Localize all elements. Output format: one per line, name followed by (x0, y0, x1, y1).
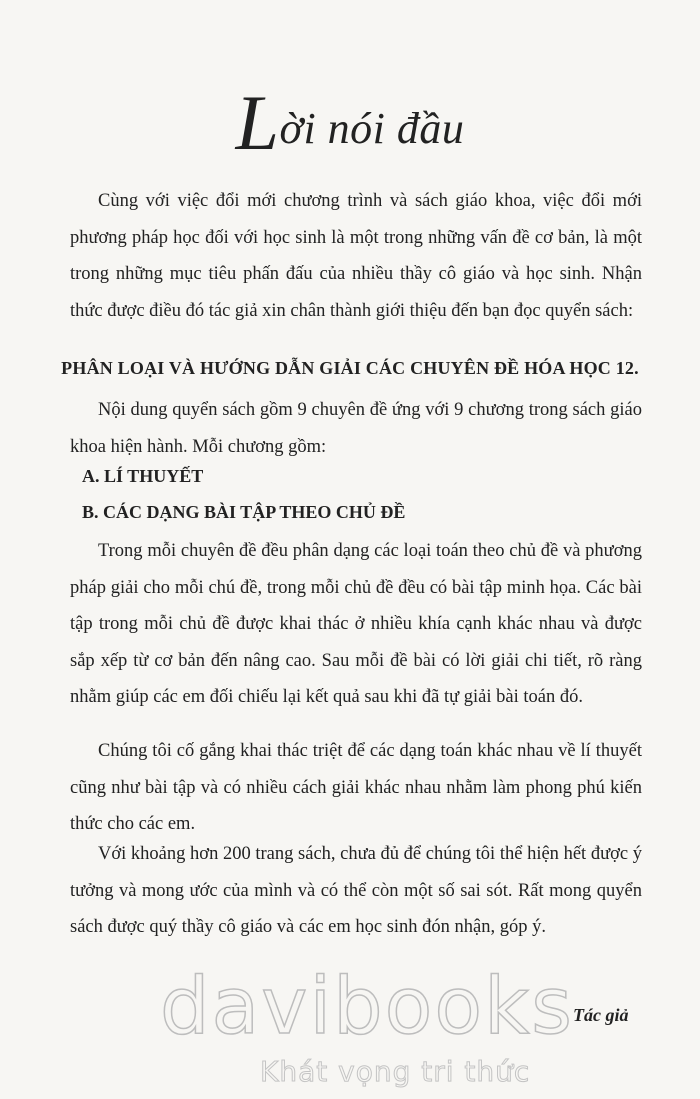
paragraph-content: Nội dung quyển sách gồm 9 chuyên đề ứng với 9 chương trong sách giáo khoa hiện hành. Mỗi chương gồm: (70, 400, 642, 457)
paragraph-method: Trong mỗi chuyên đề đều phân dạng các loại toán theo chủ đề và phương pháp giải cho mỗi chú đề, trong mỗi chủ đề đều có bài tập minh họa. Các bài tập trong mỗi chủ đề được khai thác ở nhiều khía cạnh khác nhau và được sắp xếp từ cơ bản đến nâng cao. Sau mỗi đề bài có lời giải chi tiết, rõ ràng nhằm giúp các em đối chiếu lại kết quả sau khi đã tự giải bài toán đó. (70, 541, 642, 707)
author-signature: Tác giả (573, 1005, 629, 1025)
paragraph-effort: Chúng tôi cố gắng khai thác triệt để các dạng toán khác nhau về lí thuyết cũng như bài tập và có nhiều cách giải khác nhau nhằm làm phong phú kiến thức cho các em. (70, 741, 642, 834)
title-drop-cap: L (235, 79, 280, 166)
item-exercises: B. CÁC DẠNG BÀI TẬP THEO CHỦ ĐỀ (82, 502, 406, 522)
watermark-slogan: Khát vọng tri thức (260, 1055, 531, 1088)
paragraph-closing: Với khoảng hơn 200 trang sách, chưa đủ để chúng tôi thể hiện hết được ý tưởng và mong ước của mình và có thể còn một số sai sót. Rất mong quyển sách được quý thầy cô giáo và các em học sinh đón nhận, góp ý. (70, 844, 642, 937)
book-title: PHÂN LOẠI VÀ HƯỚNG DẪN GIẢI CÁC CHUYÊN ĐỀ HÓA HỌC 12. (61, 358, 639, 378)
title-rest: ời nói đầu (279, 104, 465, 153)
paragraph-intro: Cùng với việc đổi mới chương trình và sách giáo khoa, việc đổi mới phương pháp học đối với học sinh là một trong những vấn đề cơ bản, là một trong những mục tiêu phấn đấu của nhiều thầy cô giáo và học sinh. Nhận thức được điều đó tác giả xin chân thành giới thiệu đến bạn đọc quyển sách: (70, 191, 642, 321)
item-theory: A. LÍ THUYẾT (82, 466, 204, 486)
page-title (0, 78, 700, 168)
watermark-brand: davibooks (160, 962, 574, 1052)
